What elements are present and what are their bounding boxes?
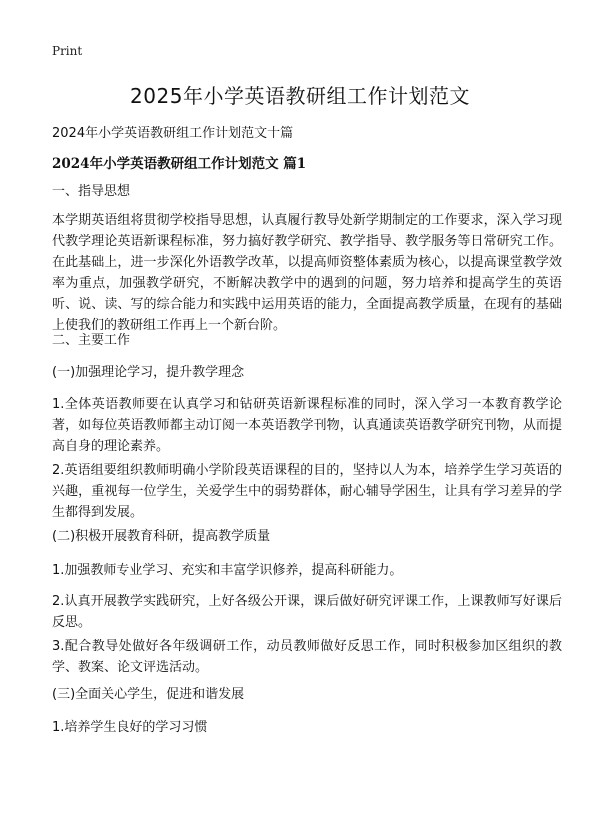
subheading-student-care: (三)全面关心学生，促进和谐发展 <box>52 687 245 702</box>
paragraph-research-2: 2.认真开展教学实践研究，上好各级公开课，课后做好研究评课工作，上课教师写好课后反思。 <box>52 594 562 630</box>
paragraph-research-1: 1.加强教师专业学习、充实和丰富学识修养，提高科研能力。 <box>52 563 403 578</box>
heading-main-work: 二、主要工作 <box>52 333 131 348</box>
document-subtitle: 2024年小学英语教研组工作计划范文十篇 <box>52 126 294 141</box>
heading-guiding-ideology: 一、指导思想 <box>52 184 131 199</box>
paragraph-theory-1: 1.全体英语教师要在认真学习和钻研英语新课程标准的同时，深入学习一本教育教学论著，如每位英语教师都主动订阅一本英语教学刊物，认真通读英语教学研究刊物，从而提高自身的理论素养。 <box>52 397 562 454</box>
print-label[interactable]: Print <box>52 44 83 58</box>
paragraph-theory-2: 2.英语组要组织教师明确小学阶段英语课程的目的，坚持以人为本，培养学生学习英语的兴趣，重视每一位学生，关爱学生中的弱势群体，耐心辅导学困生，让具有学习差异的学生都得到发展。 <box>52 463 562 520</box>
paragraph-research-3: 3.配合教导处做好各年级调研工作，动员教师做好反思工作，同时积极参加区组织的教学、教案、论文评选活动。 <box>52 639 562 675</box>
paragraph-guiding-ideology: 本学期英语组将贯彻学校指导思想，认真履行教导处新学期制定的工作要求，深入学习现代教学理论英语新课程标准，努力搞好教学研究、教学指导、教学服务等日常研究工作。在此基础上，进一步深化外语教学改革，以提高师资整体素质为核心，以提高课堂教学效率为重点，加强教学研究，不断解决教学中的遇到的问题，努力培养和提高学生的英语听、说、读、写的综合能力和实践中运用英语的能力，全面提高教学质量，在现有的基础上使我们的教研组工作再上一个新台阶。 <box>52 213 562 333</box>
section-heading: 2024年小学英语教研组工作计划范文 篇1 <box>52 156 307 172</box>
subheading-research: (二)积极开展教育科研，提高教学质量 <box>52 529 271 544</box>
subheading-theory-study: (一)加强理论学习，提升教学理念 <box>52 365 245 380</box>
document-title: 2025年小学英语教研组工作计划范文 <box>130 84 470 108</box>
paragraph-student-care-1: 1.培养学生良好的学习习惯 <box>52 720 208 735</box>
